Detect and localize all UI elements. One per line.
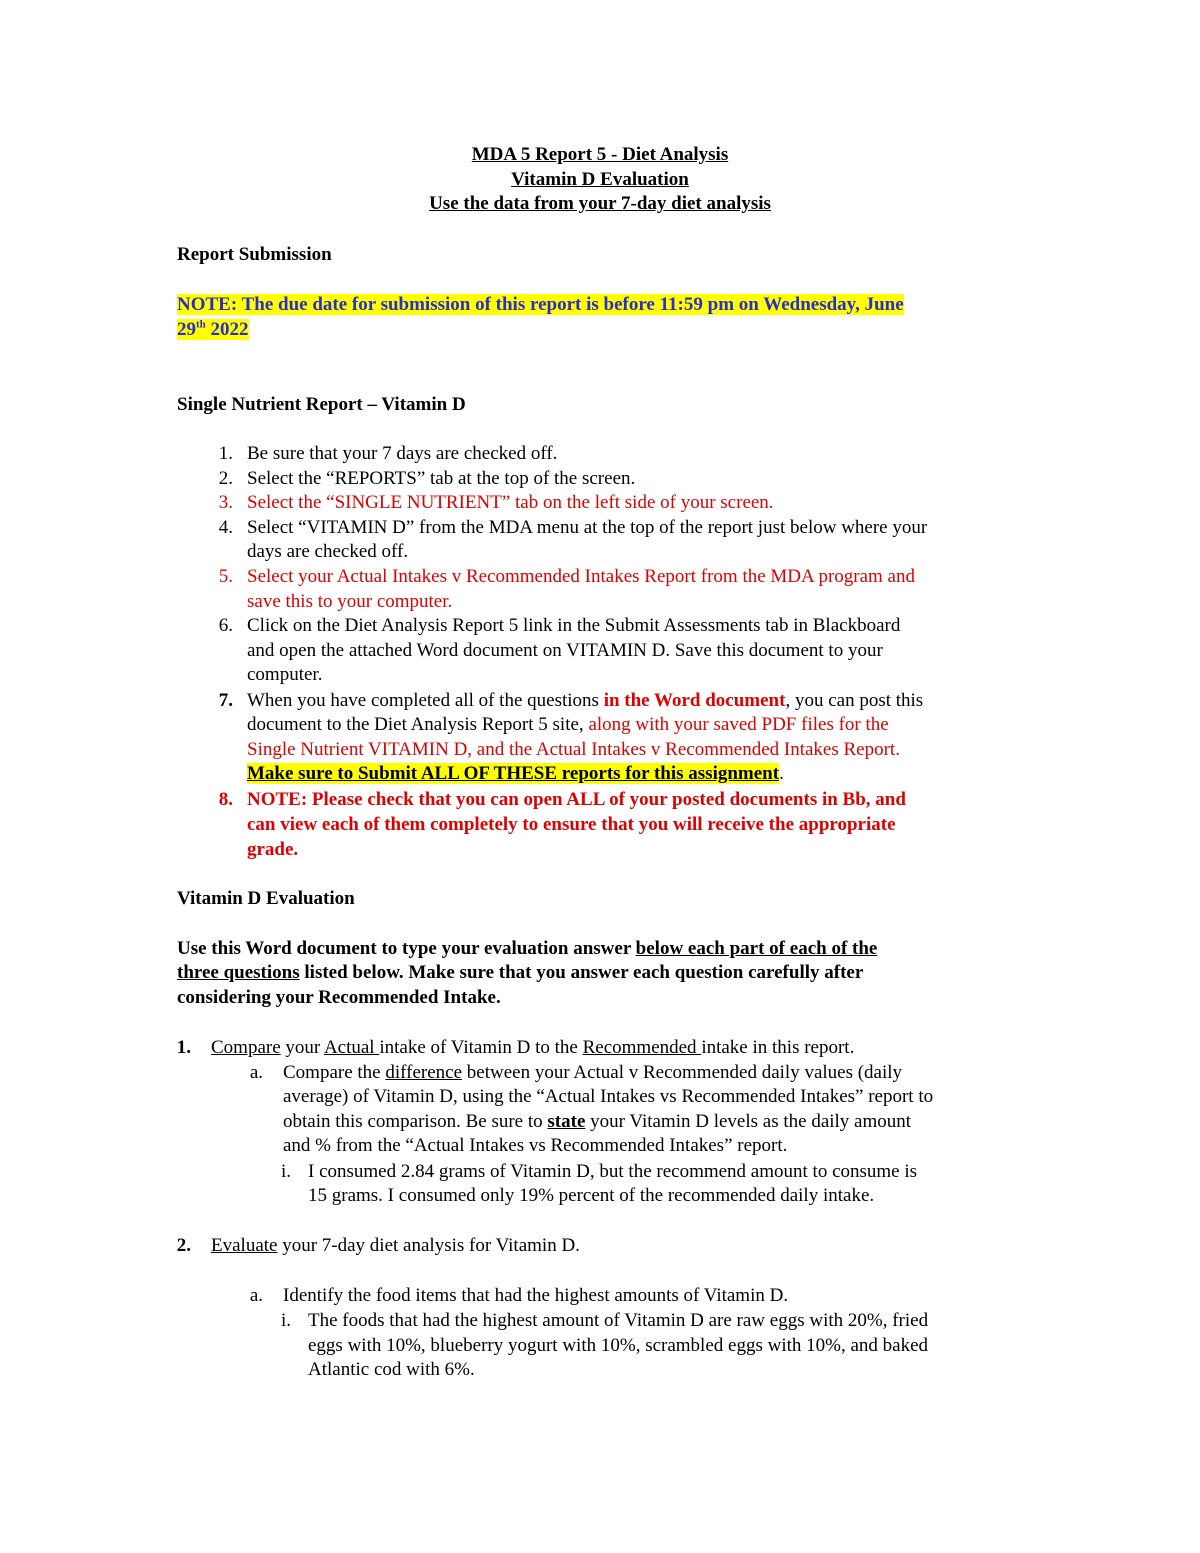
answer-1-line-1: I consumed 2.84 grams of Vitamin D, but the recommend amount to consume is [308,1161,918,1182]
due-date-sup: th [196,318,206,331]
step-6-line-2: and open the attached Word document on VITAMIN D. Save this document to your [247,640,883,661]
step-7-line-2: document to the Diet Analysis Report 5 site, along with your saved PDF files for the [247,714,889,735]
answer-1-line-2: 15 grams. I consumed only 19% percent of the recommended daily intake. [308,1185,875,1206]
due-date-note [177,293,904,317]
step-number: 4. [218,517,233,538]
step-7-line-1: When you have completed all of the questions in the Word document, you can post this [247,690,924,711]
step-2: Select the “REPORTS” tab at the top of the screen. [247,468,636,489]
question-2a: Identify the food items that had the highest amounts of Vitamin D. [283,1285,789,1306]
report-submission-heading: Report Submission [177,244,332,265]
step-number: 3. [218,492,233,513]
step-7-line-3: Single Nutrient VITAMIN D, and the Actual Intakes v Recommended Intakes Report. [247,739,900,760]
evaluation-intro-line-2: three questions listed below. Make sure that you answer each question carefully after [177,962,864,983]
step-7-line-4: Make sure to Submit ALL OF THESE reports for this assignment. [247,763,784,784]
step-5-line-1: Select your Actual Intakes v Recommended Intakes Report from the MDA program and [247,566,915,587]
due-date-day: 29 [177,319,196,340]
step-4-line-2: days are checked off. [247,541,409,562]
answer-2-line-1: The foods that had the highest amount of Vitamin D are raw eggs with 20%, fried [308,1310,929,1331]
answer-label: i. [280,1310,291,1331]
question-1a-line-3: obtain this comparison. Be sure to state your Vitamin D levels as the daily amount [283,1111,912,1132]
evaluation-intro-line-3: considering your Recommended Intake. [177,987,501,1008]
step-number: 7. [218,690,233,711]
vitamin-d-evaluation-heading: Vitamin D Evaluation [177,888,355,909]
step-4-line-1: Select “VITAMIN D” from the MDA menu at the top of the report just below where your [247,517,928,538]
document-subtitle: Vitamin D Evaluation [511,169,689,190]
due-date-note-line1: NOTE: The due date for submission of this report is before 11:59 pm on Wednesday, June [177,294,904,315]
evaluation-intro-line-1: Use this Word document to type your evaluation answer below each part of each of the [177,938,878,959]
answer-2-line-3: Atlantic cod with 6%. [308,1359,475,1380]
question-number: 2. [176,1235,191,1256]
step-number: 6. [218,615,233,636]
step-8-line-1: NOTE: Please check that you can open ALL of your posted documents in Bb, and [247,789,906,810]
due-date-note-line2 [177,318,249,342]
answer-2-line-2: eggs with 10%, blueberry yogurt with 10%, scrambled eggs with 10%, and baked [308,1335,929,1356]
step-6-line-1: Click on the Diet Analysis Report 5 link in the Submit Assessments tab in Blackboard [247,615,901,636]
step-number: 2. [218,468,233,489]
step-8-line-2: can view each of them completely to ensure that you will receive the appropriate [247,814,896,835]
due-date-year: 2022 [205,319,249,340]
question-1a-line-2: average) of Vitamin D, using the “Actual Intakes vs Recommended Intakes” report to [283,1086,934,1107]
question-1a-line-4: and % from the “Actual Intakes vs Recommended Intakes” report. [283,1135,788,1156]
question-2: Evaluate your 7-day diet analysis for Vitamin D. [211,1235,580,1256]
step-number: 8. [218,789,233,810]
step-number: 5. [218,566,233,587]
document-title: MDA 5 Report 5 - Diet Analysis [471,144,729,165]
document-instruction: Use the data from your 7-day diet analysis [429,193,771,214]
submit-all-reports-note: Make sure to Submit ALL OF THESE reports for this assignment [247,763,780,784]
answer-label: i. [280,1161,291,1182]
step-6-line-3: computer. [247,664,323,685]
question-number: 1. [176,1037,191,1058]
step-8-line-3: grade. [247,839,299,860]
subpart-label: a. [249,1062,263,1083]
question-1: Compare your Actual intake of Vitamin D to the Recommended intake in this report. [211,1037,855,1058]
single-nutrient-heading: Single Nutrient Report – Vitamin D [177,394,466,415]
step-number: 1. [218,443,233,464]
subpart-label: a. [249,1285,263,1306]
step-1: Be sure that your 7 days are checked off. [247,443,558,464]
question-1a-line-1: Compare the difference between your Actual v Recommended daily values (daily [283,1062,903,1083]
step-5-line-2: save this to your computer. [247,591,453,612]
step-3: Select the “SINGLE NUTRIENT” tab on the left side of your screen. [247,492,774,513]
